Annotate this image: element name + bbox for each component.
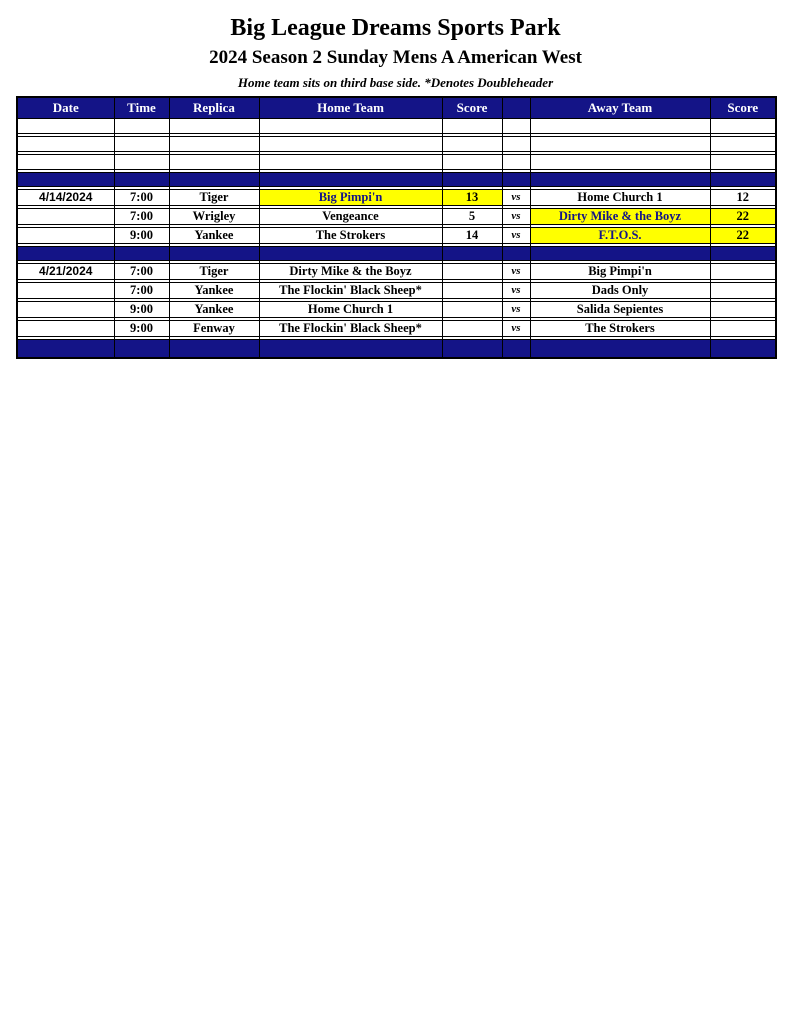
- cell-home-score: 14: [442, 228, 502, 244]
- separator-row: [17, 247, 776, 261]
- separator-row: [17, 173, 776, 187]
- page-title: Big League Dreams Sports Park: [230, 15, 561, 41]
- separator-cell: [169, 173, 259, 187]
- cell-home-team: The Strokers: [259, 228, 442, 244]
- cell-vs: vs: [502, 209, 530, 225]
- cell-vs: vs: [502, 302, 530, 318]
- cell-home-score: 13: [442, 190, 502, 206]
- cell-date: [17, 283, 114, 299]
- cell-time: 7:00: [114, 209, 169, 225]
- separator-cell: [502, 173, 530, 187]
- cell-home-team: Home Church 1: [259, 302, 442, 318]
- empty-cell: [530, 155, 710, 170]
- empty-cell: [502, 119, 530, 134]
- cell-home-team: Dirty Mike & the Boyz: [259, 264, 442, 280]
- empty-cell: [114, 137, 169, 152]
- empty-cell: [17, 137, 114, 152]
- cell-vs: vs: [502, 321, 530, 337]
- separator-row: [17, 340, 776, 358]
- empty-row: [17, 137, 776, 152]
- separator-cell: [710, 247, 776, 261]
- game-row: [17, 228, 776, 244]
- cell-vs: vs: [502, 283, 530, 299]
- cell-home-score: [442, 302, 502, 318]
- cell-home-team: Big Pimpi'n: [259, 190, 442, 206]
- separator-cell: [17, 340, 114, 358]
- cell-away-score: [710, 264, 776, 280]
- cell-replica: Tiger: [169, 190, 259, 206]
- separator-cell: [259, 173, 442, 187]
- col-header-replica: Replica: [169, 97, 259, 119]
- empty-cell: [442, 155, 502, 170]
- separator-cell: [710, 173, 776, 187]
- col-header-away-team: Away Team: [530, 97, 710, 119]
- cell-home-team: Vengeance: [259, 209, 442, 225]
- col-header-away-score: Score: [710, 97, 776, 119]
- cell-vs: vs: [502, 190, 530, 206]
- separator-cell: [502, 247, 530, 261]
- cell-replica: Fenway: [169, 321, 259, 337]
- empty-cell: [169, 119, 259, 134]
- col-header-date: Date: [17, 97, 114, 119]
- separator-cell: [169, 247, 259, 261]
- separator-cell: [442, 247, 502, 261]
- cell-home-team: The Flockin' Black Sheep*: [259, 283, 442, 299]
- cell-away-score: [710, 302, 776, 318]
- cell-away-score: 12: [710, 190, 776, 206]
- empty-cell: [17, 119, 114, 134]
- empty-cell: [502, 137, 530, 152]
- separator-cell: [502, 340, 530, 358]
- separator-cell: [114, 247, 169, 261]
- separator-cell: [442, 173, 502, 187]
- empty-cell: [530, 137, 710, 152]
- cell-away-team: Dads Only: [530, 283, 710, 299]
- empty-cell: [530, 119, 710, 134]
- empty-cell: [710, 137, 776, 152]
- cell-away-team: F.T.O.S.: [530, 228, 710, 244]
- cell-date: [17, 209, 114, 225]
- page-subtitle: 2024 Season 2 Sunday Mens A American West: [209, 47, 582, 68]
- cell-time: 7:00: [114, 190, 169, 206]
- separator-cell: [530, 173, 710, 187]
- cell-away-team: Big Pimpi'n: [530, 264, 710, 280]
- empty-cell: [502, 155, 530, 170]
- empty-cell: [710, 119, 776, 134]
- cell-away-score: 22: [710, 228, 776, 244]
- separator-cell: [530, 247, 710, 261]
- cell-replica: Yankee: [169, 228, 259, 244]
- separator-cell: [17, 247, 114, 261]
- empty-cell: [259, 137, 442, 152]
- game-row: [17, 209, 776, 225]
- cell-home-team: The Flockin' Black Sheep*: [259, 321, 442, 337]
- empty-cell: [442, 137, 502, 152]
- col-header-home-team: Home Team: [259, 97, 442, 119]
- separator-cell: [17, 173, 114, 187]
- empty-cell: [442, 119, 502, 134]
- cell-home-score: 5: [442, 209, 502, 225]
- legend-note: Home team sits on third base side. *Denotes Doubleheader: [237, 75, 554, 90]
- cell-replica: Wrigley: [169, 209, 259, 225]
- cell-date: 4/14/2024: [17, 190, 114, 206]
- empty-cell: [169, 137, 259, 152]
- game-row: [17, 283, 776, 299]
- empty-cell: [17, 155, 114, 170]
- cell-replica: Tiger: [169, 264, 259, 280]
- separator-cell: [259, 340, 442, 358]
- separator-cell: [259, 247, 442, 261]
- empty-cell: [114, 155, 169, 170]
- cell-time: 7:00: [114, 264, 169, 280]
- cell-time: 7:00: [114, 283, 169, 299]
- game-row: [17, 190, 776, 206]
- cell-time: 9:00: [114, 321, 169, 337]
- cell-home-score: [442, 321, 502, 337]
- cell-date: [17, 302, 114, 318]
- cell-replica: Yankee: [169, 283, 259, 299]
- separator-cell: [710, 340, 776, 358]
- game-row: [17, 302, 776, 318]
- cell-away-score: 22: [710, 209, 776, 225]
- empty-row: [17, 119, 776, 134]
- col-header-time: Time: [114, 97, 169, 119]
- empty-cell: [710, 155, 776, 170]
- col-header-home-score: Score: [442, 97, 502, 119]
- cell-date: [17, 228, 114, 244]
- cell-vs: vs: [502, 264, 530, 280]
- cell-time: 9:00: [114, 228, 169, 244]
- separator-cell: [114, 173, 169, 187]
- empty-cell: [169, 155, 259, 170]
- cell-home-score: [442, 264, 502, 280]
- table-header-row: [17, 97, 776, 119]
- cell-home-score: [442, 283, 502, 299]
- cell-replica: Yankee: [169, 302, 259, 318]
- separator-cell: [530, 340, 710, 358]
- cell-away-score: [710, 283, 776, 299]
- game-row: [17, 264, 776, 280]
- cell-away-score: [710, 321, 776, 337]
- cell-away-team: The Strokers: [530, 321, 710, 337]
- empty-row: [17, 155, 776, 170]
- separator-cell: [442, 340, 502, 358]
- cell-vs: vs: [502, 228, 530, 244]
- game-row: [17, 321, 776, 337]
- cell-time: 9:00: [114, 302, 169, 318]
- cell-date: 4/21/2024: [17, 264, 114, 280]
- schedule-body: [17, 119, 776, 358]
- separator-cell: [169, 340, 259, 358]
- cell-away-team: Home Church 1: [530, 190, 710, 206]
- col-header-vs: [502, 97, 530, 119]
- schedule-table: [16, 96, 777, 359]
- cell-away-team: Salida Sepientes: [530, 302, 710, 318]
- separator-cell: [114, 340, 169, 358]
- empty-cell: [259, 119, 442, 134]
- cell-date: [17, 321, 114, 337]
- empty-cell: [259, 155, 442, 170]
- cell-away-team: Dirty Mike & the Boyz: [530, 209, 710, 225]
- empty-cell: [114, 119, 169, 134]
